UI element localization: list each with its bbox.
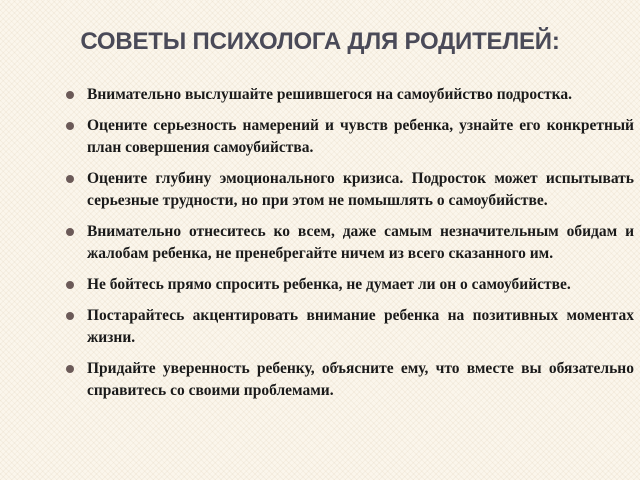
bullet-icon [66,228,74,236]
list-item [0,221,640,265]
advice-list [0,84,640,411]
list-item-text: Внимательно выслушайте решившегося на самоубийство подростка. [87,86,572,103]
list-item [0,115,640,159]
bullet-icon [66,175,74,183]
bullet-icon [66,91,74,99]
list-item [0,358,640,402]
bullet-icon [66,122,74,130]
bullet-icon [66,312,74,320]
list-item [0,168,640,212]
list-item [0,84,640,106]
list-item-text: Внимательно отнеситесь ко всем, даже самым незначительным обидам и жалобам ребенка, не пренебрегайте ничем из всего сказанного им. [87,223,634,262]
list-item-text: Постарайтесь акцентировать внимание ребенка на позитивных моментах жизни. [87,307,634,346]
list-item-text: Оцените глубину эмоционального кризиса. Подросток может испытывать серьезные трудности, но при этом не помышлять о самоубийстве. [87,170,634,209]
bullet-icon [66,281,74,289]
list-item [0,305,640,349]
bullet-icon [66,365,74,373]
slide-title: СОВЕТЫ ПСИХОЛОГА ДЛЯ РОДИТЕЛЕЙ: [80,28,560,55]
list-item-text: Придайте уверенность ребенку, объясните ему, что вместе вы обязательно справитесь со своими проблемами. [87,360,634,399]
list-item-text: Оцените серьезность намерений и чувств ребенка, узнайте его конкретный план совершения самоубийства. [87,117,634,156]
list-item [0,274,640,296]
list-item-text: Не бойтесь прямо спросить ребенка, не думает ли он о самоубийстве. [87,276,571,293]
